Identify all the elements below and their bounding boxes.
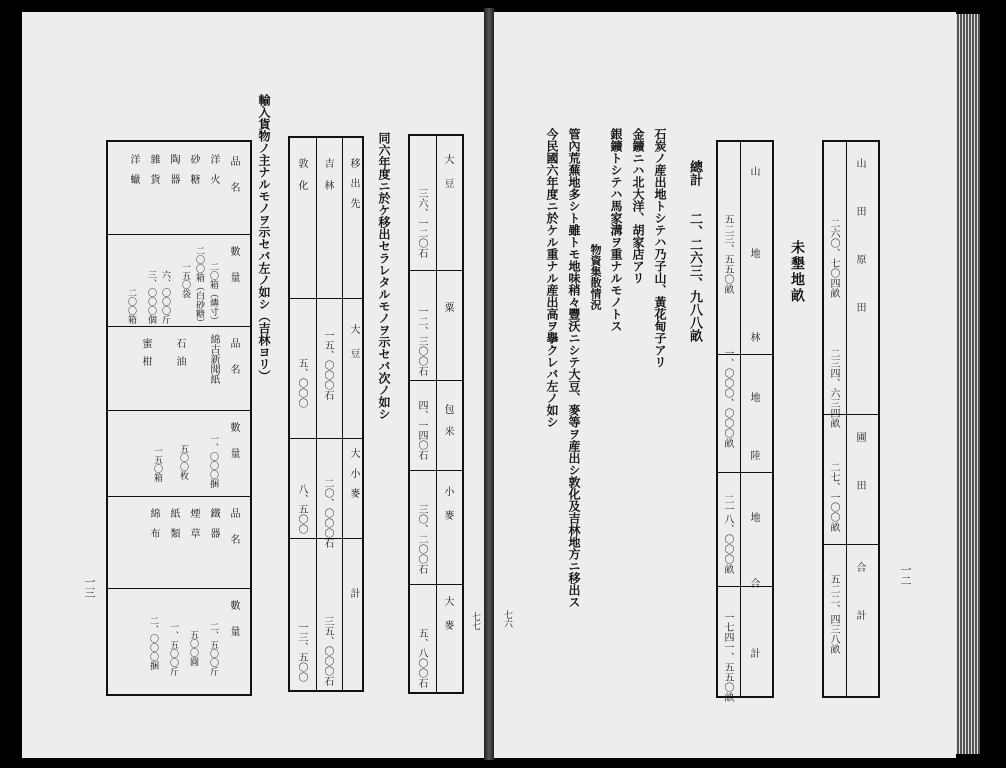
value-dry: 二一八、〇〇〇畝 <box>722 494 733 574</box>
qty-oil: 五〇〇枚 <box>178 444 188 480</box>
qty-sundries: 六、〇〇〇斤 <box>160 270 170 324</box>
value-barley: 五、八〇〇石 <box>416 628 427 688</box>
header-yamada: 山 田 原 田 <box>854 158 865 326</box>
text-silver: 銀鑛トシテハ馬家溝ヲ重ナルモノトス <box>609 128 623 332</box>
header-destination: 移出先 <box>348 158 359 218</box>
item-newspaper: 綿古新聞紙 <box>208 334 219 384</box>
header-paddy: 圃 田 <box>854 432 865 504</box>
page-number: 一三 <box>83 576 96 598</box>
value-mountain-field: 二六〇、七〇四畝 <box>828 218 839 298</box>
value-soybean: 三六、一二〇石 <box>416 188 427 258</box>
value-total: 五二二、四三八畝 <box>828 574 839 654</box>
item-matches: 洋火 <box>208 154 219 194</box>
footer-mark: 七六 <box>502 610 512 628</box>
item-paper: 紙類 <box>168 508 179 548</box>
header-land-2: 地 <box>748 392 759 402</box>
item-tangerine: 蜜柑 <box>140 338 151 374</box>
text-production: 今民國六年度ニ於ケル重ナル産出高ヲ擧クレバ左ノ如シ <box>545 128 559 428</box>
item-candles: 洋蠟 <box>128 154 139 194</box>
qty-pottery: 一五〇袋 <box>180 262 190 298</box>
value-forest: 一、〇〇〇、〇〇〇畝 <box>722 348 733 448</box>
qty-sugar: 二〇〇箱（白砂糖） <box>194 246 204 327</box>
value-mountain: 五二三、五五〇畝 <box>722 214 733 294</box>
header-total: 計 <box>348 588 359 598</box>
wheat-jilin: 二〇、〇〇〇石 <box>322 478 333 548</box>
value-corn: 四、一四〇石 <box>416 400 427 460</box>
heading-goods: 物資集散情況 <box>589 244 602 310</box>
text-wasteland: 管內荒蕪地多シト雖トモ地味稍々豐沃ニシテ大豆、麥等ヲ産出シ敦化及吉林地方ニ移出ス <box>567 128 581 608</box>
dest-dunhua: 敦化 <box>296 158 307 202</box>
table-import <box>106 140 252 696</box>
header-qty-3: 數量 <box>228 600 239 652</box>
total-jilin: 三五、〇〇〇石 <box>322 616 333 686</box>
qty-candles: 三、〇〇〇個 <box>146 270 156 324</box>
header-corn: 包米 <box>442 404 453 448</box>
page-number: 一二 <box>899 564 912 586</box>
header-forest: 林 <box>748 332 759 342</box>
item-ironware: 鐵器 <box>208 508 219 548</box>
qty-ironware: 二、五〇〇斤 <box>208 622 218 676</box>
item-cotton: 綿布 <box>148 508 159 548</box>
header-sum: 合 <box>748 578 759 588</box>
table-cultivated <box>822 140 880 698</box>
header-millet: 粟 <box>442 302 453 312</box>
table-crops <box>408 134 464 694</box>
header-soybean: 大豆 <box>348 324 359 372</box>
total-line: 總計 二、二六三、九八八畝 <box>687 160 702 342</box>
header-barley: 大麥 <box>442 596 453 644</box>
value-total: 一七四一、五五〇畝 <box>722 612 733 702</box>
wheat-dunhua: 八、五〇〇 <box>296 484 307 534</box>
qty-extra: 二〇〇箱 <box>126 288 136 324</box>
header-land-3: 地 <box>748 512 759 522</box>
header-wheat: 小麥 <box>442 486 453 534</box>
dest-jilin: 吉林 <box>322 158 333 202</box>
heading-unreclaimed: 未墾地畝 <box>789 240 805 304</box>
value-paddy: 二七、一〇〇畝 <box>828 462 839 532</box>
value-wheat: 三〇、二〇〇石 <box>416 504 427 574</box>
header-qty-2: 數量 <box>228 422 239 474</box>
page-edges <box>956 14 980 754</box>
table-unreclaimed <box>716 140 774 702</box>
header-soybean: 大豆 <box>442 154 453 202</box>
header-total: 計 <box>748 648 759 658</box>
book-spine <box>484 8 494 760</box>
item-sundries: 雜貨 <box>148 154 159 194</box>
import-line: 輸入貨物ノ主ナルモノヲ示セバ左ノ如シ（吉林ヨリ） <box>257 94 271 382</box>
header-total: 合 計 <box>854 562 865 634</box>
value-plain-field: 二三四、六三四畝 <box>828 348 839 428</box>
export-line: 同六年度ニ於ケ移出セラレタルモノヲ示セバ次ノ如シ <box>377 132 391 420</box>
item-oil: 石油 <box>174 338 185 374</box>
text-coal: 石炭ノ産出地トシテハ乃子山、黃花甸子アリ <box>653 128 667 368</box>
item-sugar: 砂糖 <box>188 154 199 194</box>
value-millet: 一二、三〇〇石 <box>416 306 427 376</box>
header-name-3: 品名 <box>228 508 239 560</box>
qty-paper: 一、五〇〇斤 <box>168 622 178 676</box>
footer-mark: 七七 <box>470 612 480 630</box>
right-page <box>494 12 956 758</box>
soy-jilin: 一五、〇〇〇石 <box>322 330 333 400</box>
text-gold: 金鑛ニハ北大洋、胡家店アリ <box>631 128 645 284</box>
soy-dunhua: 五、〇〇〇 <box>296 358 307 408</box>
qty-tobacco: 五〇〇圓 <box>188 630 198 666</box>
header-dry: 陸 <box>748 450 759 460</box>
qty-matches: 二〇箱（燐寸） <box>208 262 218 325</box>
table-export <box>288 136 364 692</box>
total-dunhua: 一三、五〇〇 <box>296 622 307 682</box>
header-mountain: 山 <box>748 166 759 176</box>
header-qty-1: 數量 <box>228 246 239 298</box>
header-wheat: 大小麥 <box>348 448 359 508</box>
qty-tangerine: 一五〇箱 <box>152 446 162 482</box>
header-land-1: 地 <box>748 248 759 258</box>
qty-newspaper: 一、〇〇〇捆 <box>208 434 218 488</box>
item-tobacco: 煙草 <box>188 508 199 548</box>
left-page <box>22 12 484 758</box>
header-name-1: 品名 <box>228 156 239 208</box>
item-pottery: 陶器 <box>168 154 179 194</box>
header-name-2: 品名 <box>228 338 239 390</box>
qty-cotton: 二、〇〇〇捆 <box>148 616 158 670</box>
